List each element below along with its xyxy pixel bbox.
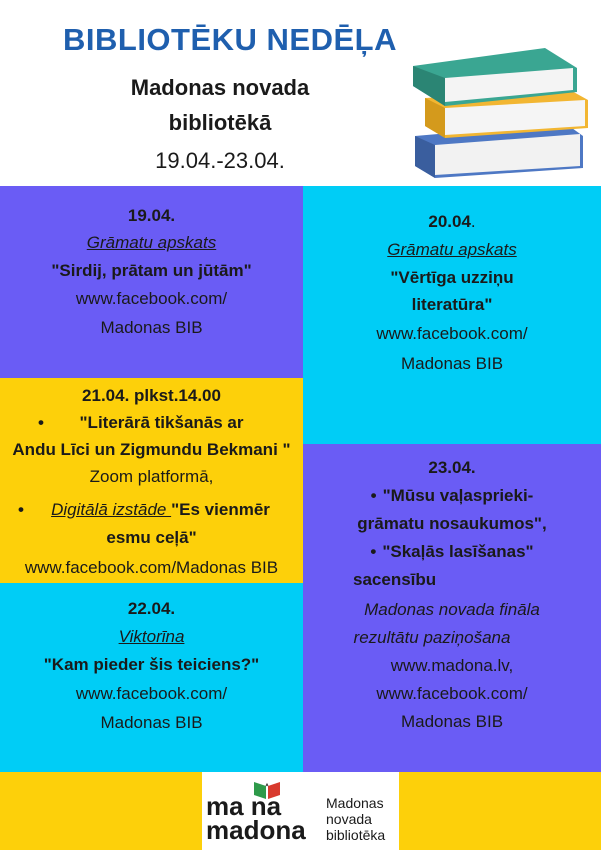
event-item1-line2: grāmatu nosaukumos",	[357, 514, 547, 533]
event-date: 20.04.	[428, 212, 476, 231]
event-link-page: Madonas BIB	[400, 712, 504, 731]
event-item1-line1: • "Literārā tikšanās ar	[38, 413, 244, 432]
event-title: "Kam pieder šis teiciens?"	[43, 655, 260, 674]
event-link-facebook: www.facebook.com/	[376, 684, 528, 703]
logo-word-mana: ma na	[206, 791, 282, 821]
header-line2: bibliotēkā	[168, 110, 272, 135]
event-box-2004	[303, 186, 601, 444]
event-item2-line2: sacensību	[353, 570, 437, 589]
event-link: www.facebook.com/	[75, 684, 228, 703]
event-item1-line2: Andu Līci un Zigmundu Bekmani "	[12, 440, 291, 459]
event-note-line1: Madonas novada fināla	[364, 600, 540, 619]
event-item2-line1: • "Skaļās lasīšanas"	[370, 542, 534, 561]
event-box-1904	[0, 186, 303, 378]
books-stack-icon	[405, 28, 595, 178]
event-link-page: Madonas BIB	[400, 354, 504, 373]
library-logo	[202, 772, 399, 850]
event-link: www.facebook.com/	[376, 324, 528, 343]
event-type: Grāmatu apskats	[86, 233, 217, 252]
event-item2-line1: • Digitālā izstāde "Es vienmēr	[18, 500, 270, 519]
event-item1-line3: Zoom platformā,	[89, 467, 214, 486]
event-item2-line2: esmu ceļā"	[106, 528, 197, 547]
event-type: Viktorīna	[118, 627, 185, 646]
page-title: BIBLIOTĒKU NEDĒĻA	[63, 22, 397, 57]
event-link-madona: www.madona.lv,	[390, 656, 514, 675]
event-title: "Sirdij, prātam un jūtām"	[51, 261, 252, 280]
event-date: 21.04. plkst.14.00	[82, 386, 221, 405]
header-line1: Madonas novada	[130, 75, 310, 100]
event-date: 22.04.	[127, 599, 176, 618]
logo-line2: novada	[326, 811, 372, 827]
event-link: www.facebook.com/Madonas BIB	[24, 558, 279, 577]
logo-line3: bibliotēka	[326, 827, 386, 843]
event-item1-line1: • "Mūsu vaļasprieki-	[370, 486, 534, 505]
event-title-line1: "Vērtīga uzziņu	[390, 268, 514, 287]
logo-word-madona: madona	[206, 815, 306, 845]
event-link-page: Madonas BIB	[100, 713, 203, 732]
logo-line1: Madonas	[326, 795, 384, 811]
event-link-page: Madonas BIB	[100, 318, 203, 337]
event-box-2104	[0, 378, 303, 583]
event-note-line2: rezultātu paziņošana	[353, 628, 511, 647]
event-date: 23.04.	[428, 458, 476, 477]
event-title-line2: literatūra"	[411, 295, 493, 314]
header-dates: 19.04.-23.04.	[155, 148, 285, 173]
event-link: www.facebook.com/	[75, 289, 228, 308]
event-date: 19.04.	[127, 206, 176, 225]
event-box-2304	[303, 444, 601, 772]
event-box-2204	[0, 583, 303, 772]
event-type: Grāmatu apskats	[387, 240, 517, 259]
